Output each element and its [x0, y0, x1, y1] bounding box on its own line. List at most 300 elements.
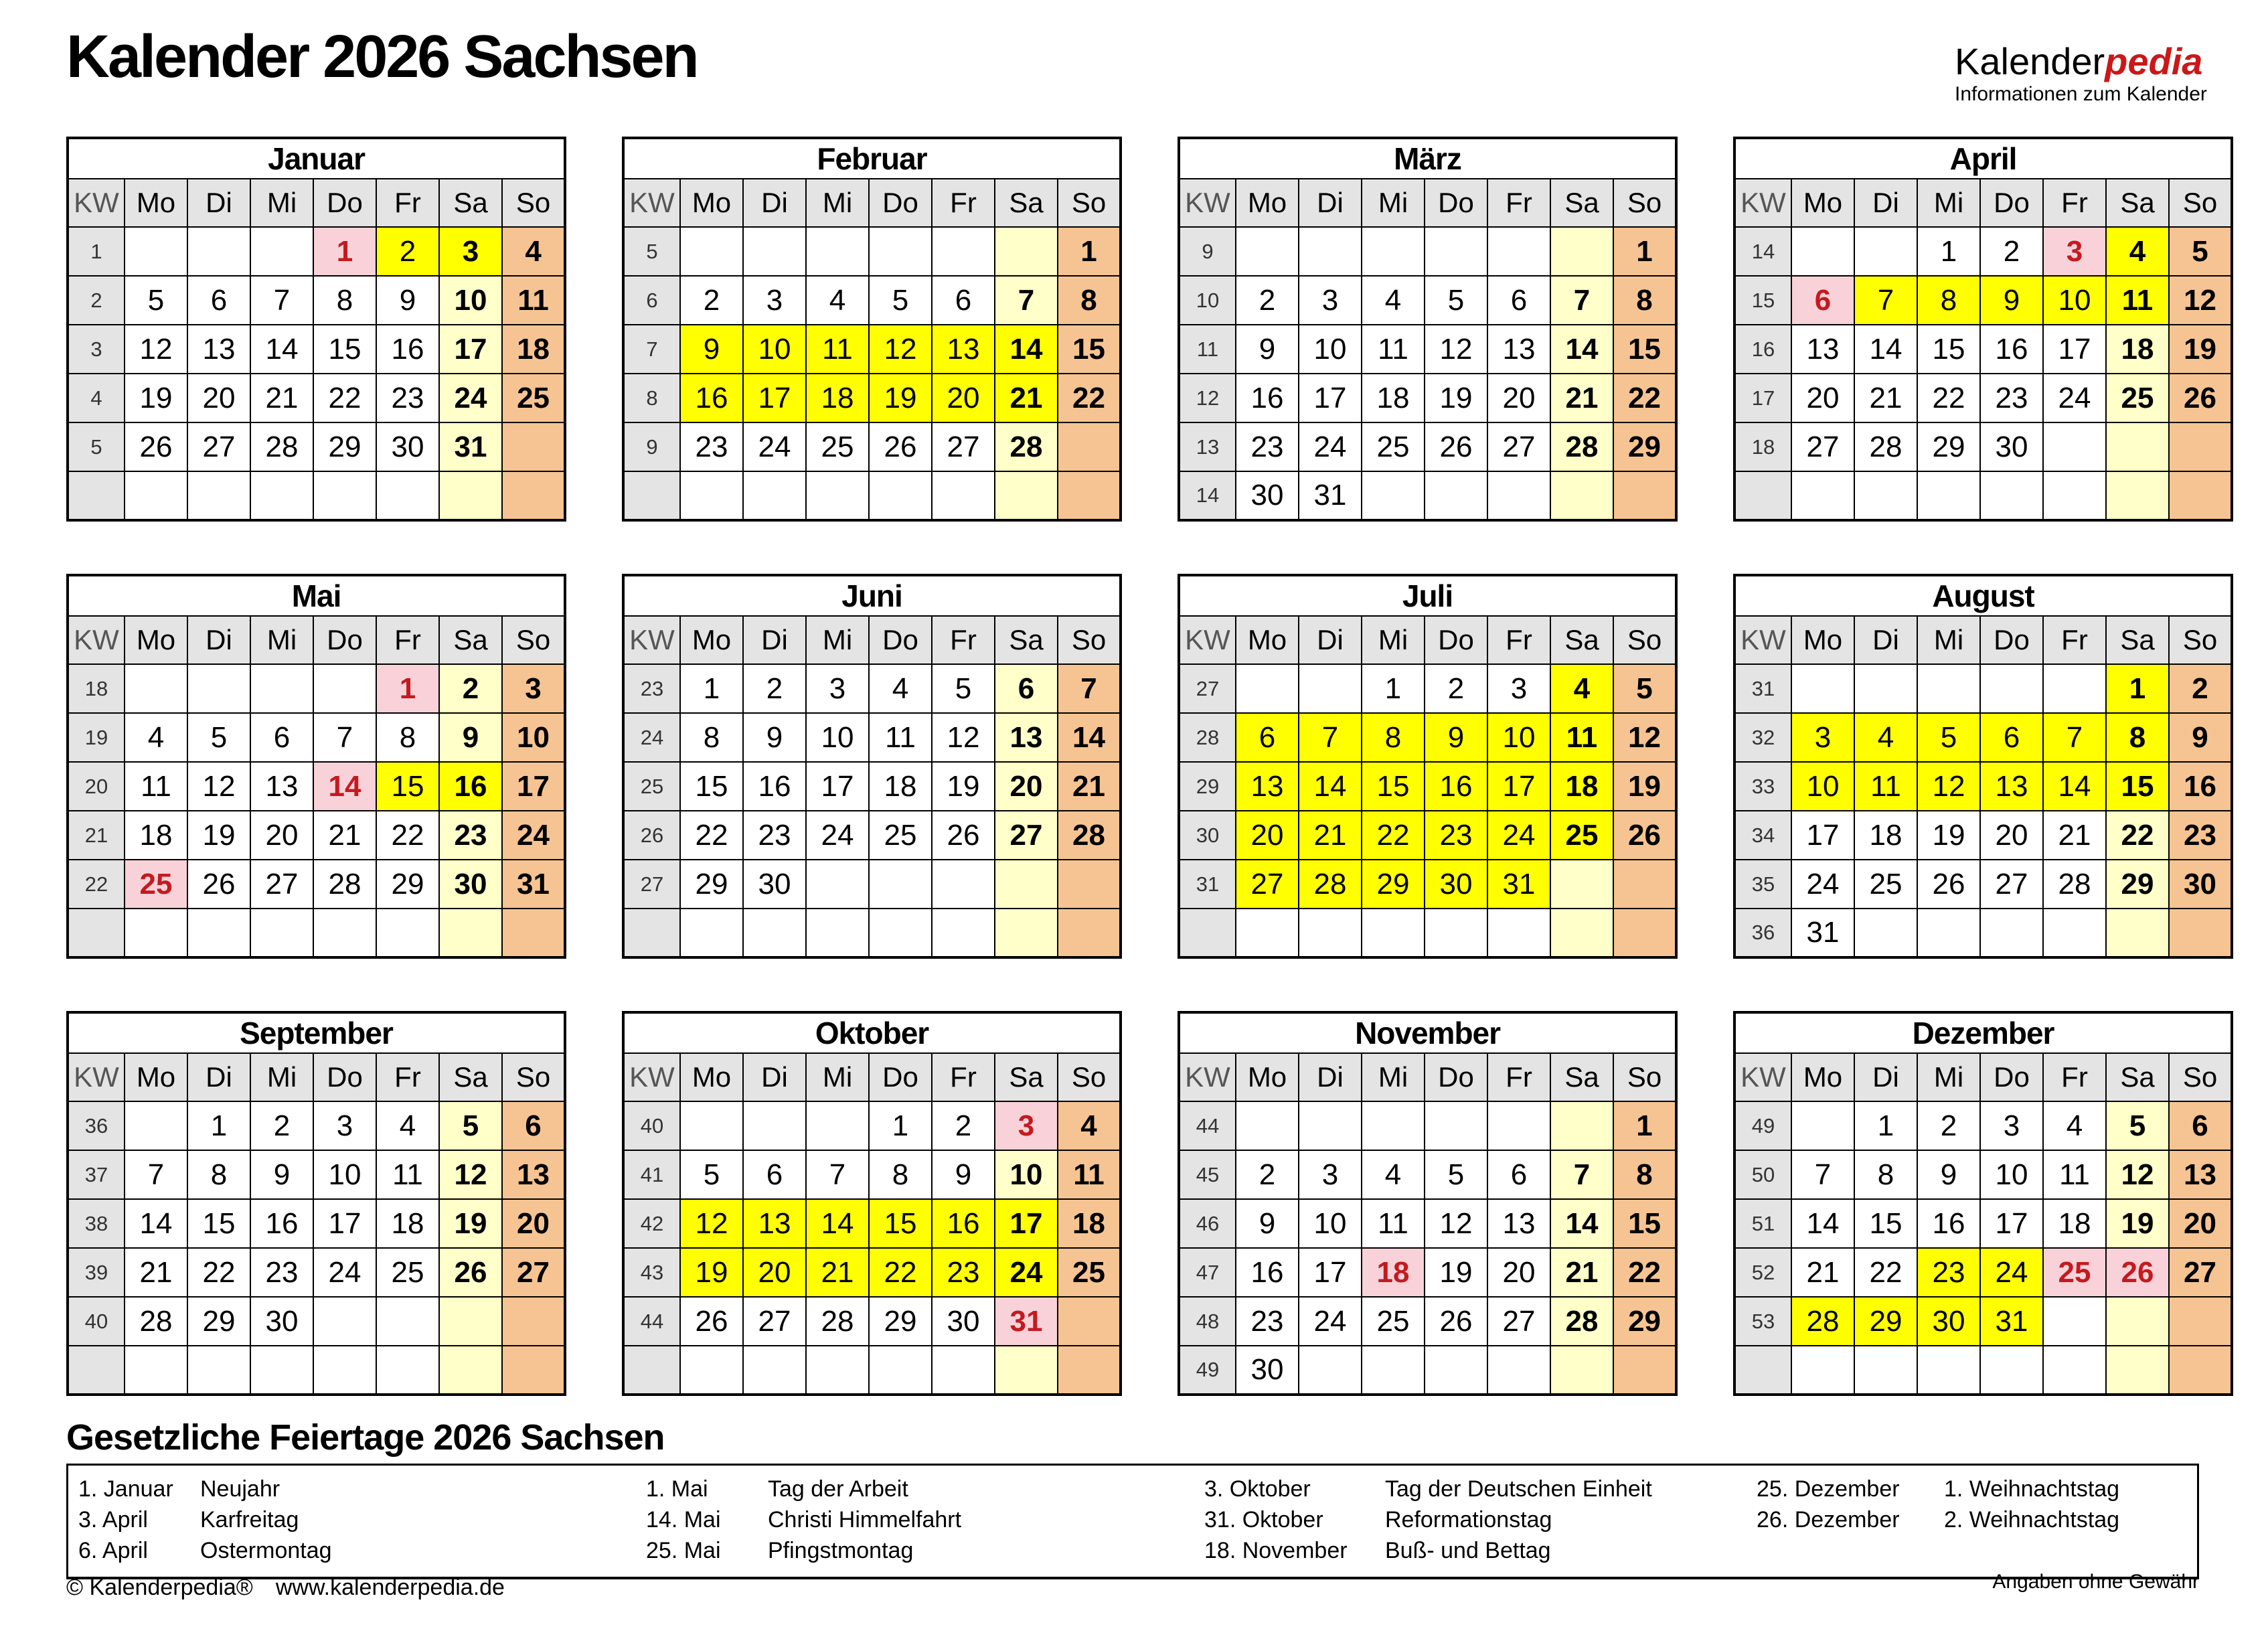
- day-cell: [1299, 227, 1362, 276]
- day-cell: [1613, 471, 1676, 520]
- kw-header: KW: [1179, 179, 1236, 227]
- kw-cell: 1: [68, 227, 125, 276]
- day-cell: 10: [2043, 276, 2106, 325]
- day-cell: [1362, 909, 1425, 957]
- weekday-header-mo: Mo: [680, 179, 743, 227]
- day-cell: [1236, 1101, 1299, 1150]
- kw-cell: 34: [1734, 811, 1791, 860]
- day-cell: 12: [1917, 762, 1980, 811]
- day-cell: [680, 1101, 743, 1150]
- day-cell: [1854, 227, 1917, 276]
- day-cell: 10: [1299, 1199, 1362, 1248]
- month-title: Februar: [623, 138, 1121, 179]
- day-cell: 13: [1236, 762, 1299, 811]
- day-cell: 13: [2169, 1150, 2232, 1199]
- day-cell: [1487, 1101, 1550, 1150]
- day-cell: 2: [1917, 1101, 1980, 1150]
- day-cell: 28: [1791, 1297, 1854, 1346]
- day-cell: 13: [1487, 325, 1550, 374]
- weekday-header-di: Di: [1854, 179, 1917, 227]
- day-cell: 9: [250, 1150, 313, 1199]
- kw-cell: 50: [1734, 1150, 1791, 1199]
- day-cell: [313, 1297, 376, 1346]
- kw-cell: 49: [1179, 1346, 1236, 1395]
- day-cell: [1487, 471, 1550, 520]
- day-cell: 5: [932, 664, 995, 713]
- day-cell: 3: [1487, 664, 1550, 713]
- weekday-header-mo: Mo: [1236, 179, 1299, 227]
- day-cell: 28: [250, 422, 313, 471]
- day-cell: [250, 1346, 313, 1395]
- day-cell: 5: [680, 1150, 743, 1199]
- kw-cell: 15: [1734, 276, 1791, 325]
- day-cell: [2106, 909, 2169, 957]
- day-cell: 16: [1917, 1199, 1980, 1248]
- day-cell: 11: [502, 276, 565, 325]
- day-cell: [502, 422, 565, 471]
- kw-cell: 32: [1734, 713, 1791, 762]
- day-cell: [1980, 664, 2043, 713]
- day-cell: 22: [1854, 1248, 1917, 1297]
- day-cell: 27: [932, 422, 995, 471]
- day-cell: 12: [2106, 1150, 2169, 1199]
- day-cell: [869, 860, 932, 909]
- day-cell: 23: [2169, 811, 2232, 860]
- day-cell: [2043, 422, 2106, 471]
- day-cell: 26: [1917, 860, 1980, 909]
- month-title: November: [1179, 1012, 1676, 1053]
- month-oktober: [622, 1011, 1122, 1396]
- holiday-date: 31. Oktober: [1204, 1507, 1323, 1533]
- day-cell: 21: [1854, 374, 1917, 422]
- day-cell: 21: [125, 1248, 187, 1297]
- kw-cell: 49: [1734, 1101, 1791, 1150]
- kw-cell: 12: [1179, 374, 1236, 422]
- weekday-header-sa: Sa: [995, 179, 1058, 227]
- holiday-name: [1944, 1535, 2197, 1566]
- day-cell: [743, 909, 806, 957]
- kw-cell: 14: [1734, 227, 1791, 276]
- weekday-header-sa: Sa: [2106, 179, 2169, 227]
- kw-cell: [1734, 1346, 1791, 1395]
- day-cell: 22: [376, 811, 439, 860]
- day-cell: 20: [1980, 811, 2043, 860]
- day-cell: 25: [2043, 1248, 2106, 1297]
- kw-cell: 18: [1734, 422, 1791, 471]
- day-cell: 24: [1487, 811, 1550, 860]
- day-cell: 26: [1425, 1297, 1487, 1346]
- day-cell: 18: [1550, 762, 1613, 811]
- day-cell: [806, 1346, 869, 1395]
- day-cell: 28: [1550, 422, 1613, 471]
- months-grid: [66, 137, 2232, 1396]
- weekday-header-so: So: [1058, 179, 1121, 227]
- day-cell: 25: [869, 811, 932, 860]
- weekday-header-mo: Mo: [1791, 616, 1854, 664]
- day-cell: [869, 227, 932, 276]
- day-cell: 8: [2106, 713, 2169, 762]
- holiday-name: Karfreitag: [200, 1507, 299, 1533]
- day-cell: 12: [1613, 713, 1676, 762]
- day-cell: 20: [250, 811, 313, 860]
- month-september: [66, 1011, 566, 1396]
- day-cell: 4: [1550, 664, 1613, 713]
- weekday-header-fr: Fr: [376, 179, 439, 227]
- day-cell: [125, 1346, 187, 1395]
- weekday-header-so: So: [1613, 616, 1676, 664]
- day-cell: [1058, 860, 1121, 909]
- day-cell: 5: [2106, 1101, 2169, 1150]
- kw-cell: 16: [1734, 325, 1791, 374]
- day-cell: 25: [806, 422, 869, 471]
- day-cell: 25: [1362, 422, 1425, 471]
- day-cell: 4: [376, 1101, 439, 1150]
- day-cell: 16: [439, 762, 502, 811]
- day-cell: 2: [439, 664, 502, 713]
- day-cell: 2: [2169, 664, 2232, 713]
- day-cell: 22: [1058, 374, 1121, 422]
- day-cell: 26: [680, 1297, 743, 1346]
- weekday-header-fr: Fr: [1487, 616, 1550, 664]
- day-cell: [1791, 227, 1854, 276]
- kw-cell: [1179, 909, 1236, 957]
- weekday-header-fr: Fr: [932, 1053, 995, 1101]
- day-cell: 17: [502, 762, 565, 811]
- kw-cell: 38: [68, 1199, 125, 1248]
- weekday-header-so: So: [1613, 179, 1676, 227]
- day-cell: [2169, 471, 2232, 520]
- weekday-header-mi: Mi: [1917, 179, 1980, 227]
- weekday-header-so: So: [1613, 1053, 1676, 1101]
- day-cell: [1550, 909, 1613, 957]
- day-cell: 17: [1487, 762, 1550, 811]
- day-cell: 17: [995, 1199, 1058, 1248]
- day-cell: 15: [1854, 1199, 1917, 1248]
- day-cell: 6: [502, 1101, 565, 1150]
- day-cell: 9: [376, 276, 439, 325]
- day-cell: 5: [1425, 1150, 1487, 1199]
- weekday-header-sa: Sa: [995, 1053, 1058, 1101]
- day-cell: 4: [1058, 1101, 1121, 1150]
- day-cell: 27: [1791, 422, 1854, 471]
- day-cell: 4: [2043, 1101, 2106, 1150]
- day-cell: [1917, 664, 1980, 713]
- day-cell: 7: [806, 1150, 869, 1199]
- day-cell: 7: [1299, 713, 1362, 762]
- day-cell: 23: [1917, 1248, 1980, 1297]
- day-cell: [1854, 664, 1917, 713]
- month-februar: [622, 137, 1122, 522]
- day-cell: [1058, 422, 1121, 471]
- day-cell: 25: [1854, 860, 1917, 909]
- day-cell: 27: [2169, 1248, 2232, 1297]
- day-cell: [313, 471, 376, 520]
- day-cell: 9: [1425, 713, 1487, 762]
- day-cell: 15: [376, 762, 439, 811]
- day-cell: 11: [1550, 713, 1613, 762]
- day-cell: 15: [869, 1199, 932, 1248]
- holiday-date: 18. November: [1204, 1538, 1348, 1563]
- holiday-name: Ostermontag: [200, 1538, 332, 1563]
- kw-header: KW: [623, 616, 680, 664]
- day-cell: 10: [995, 1150, 1058, 1199]
- day-cell: [502, 1297, 565, 1346]
- kw-cell: 35: [1734, 860, 1791, 909]
- day-cell: 22: [2106, 811, 2169, 860]
- kw-cell: 5: [623, 227, 680, 276]
- weekday-header-sa: Sa: [995, 616, 1058, 664]
- kw-cell: 30: [1179, 811, 1236, 860]
- day-cell: [1613, 909, 1676, 957]
- kw-cell: 20: [68, 762, 125, 811]
- day-cell: 20: [502, 1199, 565, 1248]
- day-cell: 28: [995, 422, 1058, 471]
- holiday-name: Tag der Deutschen Einheit: [1385, 1476, 1652, 1502]
- day-cell: 1: [869, 1101, 932, 1150]
- day-cell: 27: [743, 1297, 806, 1346]
- day-cell: [995, 860, 1058, 909]
- day-cell: [187, 664, 250, 713]
- kw-header: KW: [1734, 1053, 1791, 1101]
- day-cell: 29: [313, 422, 376, 471]
- day-cell: 15: [187, 1199, 250, 1248]
- kw-header: KW: [1179, 616, 1236, 664]
- kw-cell: 40: [623, 1101, 680, 1150]
- weekday-header-fr: Fr: [2043, 616, 2106, 664]
- day-cell: 11: [1362, 325, 1425, 374]
- day-cell: 20: [932, 374, 995, 422]
- day-cell: [743, 471, 806, 520]
- day-cell: 30: [439, 860, 502, 909]
- weekday-header-mi: Mi: [1917, 1053, 1980, 1101]
- day-cell: 15: [1362, 762, 1425, 811]
- day-cell: 22: [1917, 374, 1980, 422]
- day-cell: 29: [376, 860, 439, 909]
- holiday-date: 26. Dezember: [1757, 1507, 1900, 1533]
- day-cell: [1058, 471, 1121, 520]
- kalenderpedia-logo[interactable]: [1955, 40, 2207, 105]
- kw-cell: 2: [68, 276, 125, 325]
- kw-cell: 4: [68, 374, 125, 422]
- holidays-box: [66, 1464, 2199, 1579]
- day-cell: [125, 909, 187, 957]
- day-cell: 27: [187, 422, 250, 471]
- day-cell: [125, 471, 187, 520]
- weekday-header-fr: Fr: [2043, 1053, 2106, 1101]
- day-cell: 2: [1980, 227, 2043, 276]
- day-cell: [502, 1346, 565, 1395]
- day-cell: 22: [1362, 811, 1425, 860]
- weekday-header-sa: Sa: [1550, 179, 1613, 227]
- footer-disclaimer: Angaben ohne Gewähr: [1992, 1571, 2199, 1593]
- day-cell: 30: [1236, 471, 1299, 520]
- month-title: August: [1734, 575, 2232, 616]
- day-cell: 19: [2106, 1199, 2169, 1248]
- day-cell: 30: [932, 1297, 995, 1346]
- day-cell: 18: [806, 374, 869, 422]
- day-cell: 28: [313, 860, 376, 909]
- day-cell: 15: [1613, 1199, 1676, 1248]
- day-cell: 30: [1917, 1297, 1980, 1346]
- day-cell: [2106, 1346, 2169, 1395]
- day-cell: [2043, 909, 2106, 957]
- day-cell: 8: [1854, 1150, 1917, 1199]
- day-cell: [1299, 1101, 1362, 1150]
- kw-header: KW: [1179, 1053, 1236, 1101]
- day-cell: 14: [1550, 325, 1613, 374]
- kw-cell: [623, 1346, 680, 1395]
- holiday-date: 3. April: [78, 1507, 148, 1533]
- kw-cell: 27: [623, 860, 680, 909]
- day-cell: 21: [1058, 762, 1121, 811]
- day-cell: 19: [125, 374, 187, 422]
- day-cell: 25: [2106, 374, 2169, 422]
- day-cell: 20: [1791, 374, 1854, 422]
- day-cell: [2106, 471, 2169, 520]
- day-cell: 7: [1854, 276, 1917, 325]
- day-cell: 16: [2169, 762, 2232, 811]
- day-cell: [680, 1346, 743, 1395]
- weekday-header-do: Do: [1980, 1053, 2043, 1101]
- weekday-header-mi: Mi: [1917, 616, 1980, 664]
- month-title: April: [1734, 138, 2232, 179]
- weekday-header-mi: Mi: [1362, 179, 1425, 227]
- day-cell: 29: [1362, 860, 1425, 909]
- holiday-name: Tag der Arbeit: [768, 1476, 908, 1502]
- kw-cell: 40: [68, 1297, 125, 1346]
- day-cell: [743, 1101, 806, 1150]
- day-cell: 6: [932, 276, 995, 325]
- day-cell: 28: [1299, 860, 1362, 909]
- weekday-header-sa: Sa: [1550, 616, 1613, 664]
- kw-cell: 28: [1179, 713, 1236, 762]
- kw-cell: 31: [1179, 860, 1236, 909]
- day-cell: [376, 1297, 439, 1346]
- day-cell: 13: [932, 325, 995, 374]
- day-cell: 27: [250, 860, 313, 909]
- kw-cell: 7: [623, 325, 680, 374]
- day-cell: 16: [743, 762, 806, 811]
- day-cell: 2: [680, 276, 743, 325]
- weekday-header-mi: Mi: [1362, 616, 1425, 664]
- day-cell: 14: [1791, 1199, 1854, 1248]
- day-cell: 20: [2169, 1199, 2232, 1248]
- kw-cell: 10: [1179, 276, 1236, 325]
- day-cell: 7: [125, 1150, 187, 1199]
- day-cell: 14: [313, 762, 376, 811]
- holiday-date: 3. Oktober: [1204, 1476, 1311, 1502]
- month-title: Juli: [1179, 575, 1676, 616]
- footer-url[interactable]: www.kalenderpedia.de: [275, 1575, 505, 1600]
- day-cell: 27: [1487, 422, 1550, 471]
- day-cell: 13: [1487, 1199, 1550, 1248]
- kw-cell: 26: [623, 811, 680, 860]
- day-cell: 15: [1058, 325, 1121, 374]
- weekday-header-do: Do: [313, 1053, 376, 1101]
- month-april: [1733, 137, 2233, 522]
- holiday-name: Buß- und Bettag: [1385, 1538, 1551, 1563]
- day-cell: 12: [680, 1199, 743, 1248]
- holidays-section: [66, 1417, 2199, 1579]
- day-cell: [743, 1346, 806, 1395]
- day-cell: 7: [1791, 1150, 1854, 1199]
- day-cell: [995, 471, 1058, 520]
- day-cell: 13: [743, 1199, 806, 1248]
- weekday-header-do: Do: [869, 616, 932, 664]
- day-cell: [439, 1346, 502, 1395]
- day-cell: 1: [1613, 1101, 1676, 1150]
- weekday-header-do: Do: [1425, 1053, 1487, 1101]
- day-cell: 18: [502, 325, 565, 374]
- day-cell: 9: [680, 325, 743, 374]
- day-cell: 13: [1791, 325, 1854, 374]
- day-cell: 19: [680, 1248, 743, 1297]
- day-cell: [1980, 471, 2043, 520]
- day-cell: 19: [1425, 374, 1487, 422]
- day-cell: [1299, 909, 1362, 957]
- day-cell: 14: [250, 325, 313, 374]
- day-cell: 14: [1854, 325, 1917, 374]
- day-cell: [187, 1346, 250, 1395]
- kw-header: KW: [1734, 179, 1791, 227]
- day-cell: [1917, 1346, 1980, 1395]
- weekday-header-so: So: [2169, 1053, 2232, 1101]
- day-cell: 17: [1299, 1248, 1362, 1297]
- day-cell: 2: [1425, 664, 1487, 713]
- day-cell: 21: [1299, 811, 1362, 860]
- day-cell: 28: [2043, 860, 2106, 909]
- holiday-name: 1. Weihnachtstag: [1944, 1476, 2120, 1502]
- kw-cell: 27: [1179, 664, 1236, 713]
- day-cell: 14: [806, 1199, 869, 1248]
- day-cell: 12: [869, 325, 932, 374]
- day-cell: 10: [743, 325, 806, 374]
- day-cell: [1058, 1346, 1121, 1395]
- day-cell: 26: [1613, 811, 1676, 860]
- month-title: Dezember: [1734, 1012, 2232, 1053]
- day-cell: 18: [125, 811, 187, 860]
- day-cell: [680, 227, 743, 276]
- day-cell: 1: [1362, 664, 1425, 713]
- weekday-header-di: Di: [1854, 1053, 1917, 1101]
- kw-cell: 19: [68, 713, 125, 762]
- day-cell: [1299, 664, 1362, 713]
- day-cell: [1980, 909, 2043, 957]
- weekday-header-so: So: [502, 179, 565, 227]
- day-cell: 5: [1917, 713, 1980, 762]
- weekday-header-do: Do: [869, 179, 932, 227]
- day-cell: 12: [1425, 325, 1487, 374]
- day-cell: 13: [995, 713, 1058, 762]
- day-cell: [932, 909, 995, 957]
- holiday-date: [1757, 1535, 1944, 1566]
- weekday-header-di: Di: [1299, 616, 1362, 664]
- day-cell: [1487, 227, 1550, 276]
- day-cell: [1058, 1297, 1121, 1346]
- day-cell: 29: [1917, 422, 1980, 471]
- day-cell: 15: [313, 325, 376, 374]
- day-cell: 3: [2043, 227, 2106, 276]
- kw-cell: 3: [68, 325, 125, 374]
- day-cell: [1425, 471, 1487, 520]
- day-cell: [743, 227, 806, 276]
- weekday-header-di: Di: [1299, 179, 1362, 227]
- day-cell: 3: [995, 1101, 1058, 1150]
- day-cell: 23: [250, 1248, 313, 1297]
- day-cell: 20: [995, 762, 1058, 811]
- logo-text-black: Kalender: [1955, 40, 2105, 82]
- day-cell: 27: [1487, 1297, 1550, 1346]
